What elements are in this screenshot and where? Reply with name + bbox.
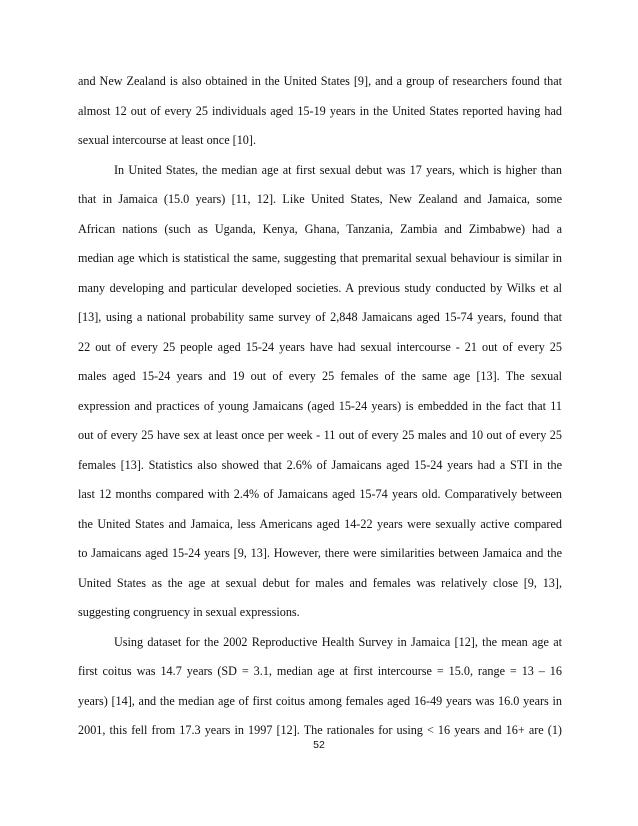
- text-line: In United States, the median age at first sexual debut was 17 years, which is higher than: [114, 163, 562, 177]
- text-line: 2001, this fell from 17.3 years in 1997 [12]. The rationales for using < 16 years and 16+ are (1): [78, 723, 562, 737]
- text-line: males aged 15-24 years and 19 out of every 25 females of the same age [13]. The sexual: [78, 369, 562, 383]
- text-line: females [13]. Statistics also showed that 2.6% of Jamaicans aged 15-24 years had a STI in the: [78, 458, 562, 472]
- text-line: many developing and particular developed societies. A previous study conducted by Wilks et al: [78, 281, 562, 295]
- text-line: African nations (such as Uganda, Kenya, Ghana, Tanzania, Zambia and Zimbabwe) had a: [78, 222, 562, 236]
- text-line: almost 12 out of every 25 individuals aged 15-19 years in the United States reported having had: [78, 104, 562, 118]
- text-line: out of every 25 have sex at least once per week - 11 out of every 25 males and 10 out of every 25: [78, 428, 562, 442]
- text-line: last 12 months compared with 2.4% of Jamaicans aged 15-74 years old. Comparatively between: [78, 487, 562, 501]
- page-number: 52: [313, 739, 325, 751]
- text-line: first coitus was 14.7 years (SD = 3.1, median age at first intercourse = 15.0, range = 13 – 16: [78, 664, 562, 678]
- text-line: expression and practices of young Jamaicans (aged 15-24 years) is embedded in the fact that 11: [78, 399, 562, 413]
- text-line: to Jamaicans aged 15-24 years [9, 13]. However, there were similarities between Jamaica and the: [78, 546, 562, 560]
- text-line: Using dataset for the 2002 Reproductive Health Survey in Jamaica [12], the mean age at: [114, 635, 562, 649]
- text-line: [13], using a national probability same survey of 2,848 Jamaicans aged 15-74 years, found that: [78, 310, 562, 324]
- text-line: sexual intercourse at least once [10].: [78, 133, 256, 147]
- text-line: and New Zealand is also obtained in the United States [9], and a group of researchers found that: [78, 74, 562, 88]
- text-line: the United States and Jamaica, less Americans aged 14-22 years were sexually active compared: [78, 517, 562, 531]
- text-line: United States as the age at sexual debut for males and females was relatively close [9, 13],: [78, 576, 562, 590]
- text-line: median age which is statistical the same, suggesting that premarital sexual behaviour is similar in: [78, 251, 562, 265]
- text-line: years) [14], and the median age of first coitus among females aged 16-49 years was 16.0 years in: [78, 694, 562, 708]
- text-line: 22 out of every 25 people aged 15-24 years have had sexual intercourse - 21 out of every 25: [78, 340, 562, 354]
- text-line: suggesting congruency in sexual expressions.: [78, 605, 300, 619]
- text-line: that in Jamaica (15.0 years) [11, 12]. Like United States, New Zealand and Jamaica, some: [78, 192, 562, 206]
